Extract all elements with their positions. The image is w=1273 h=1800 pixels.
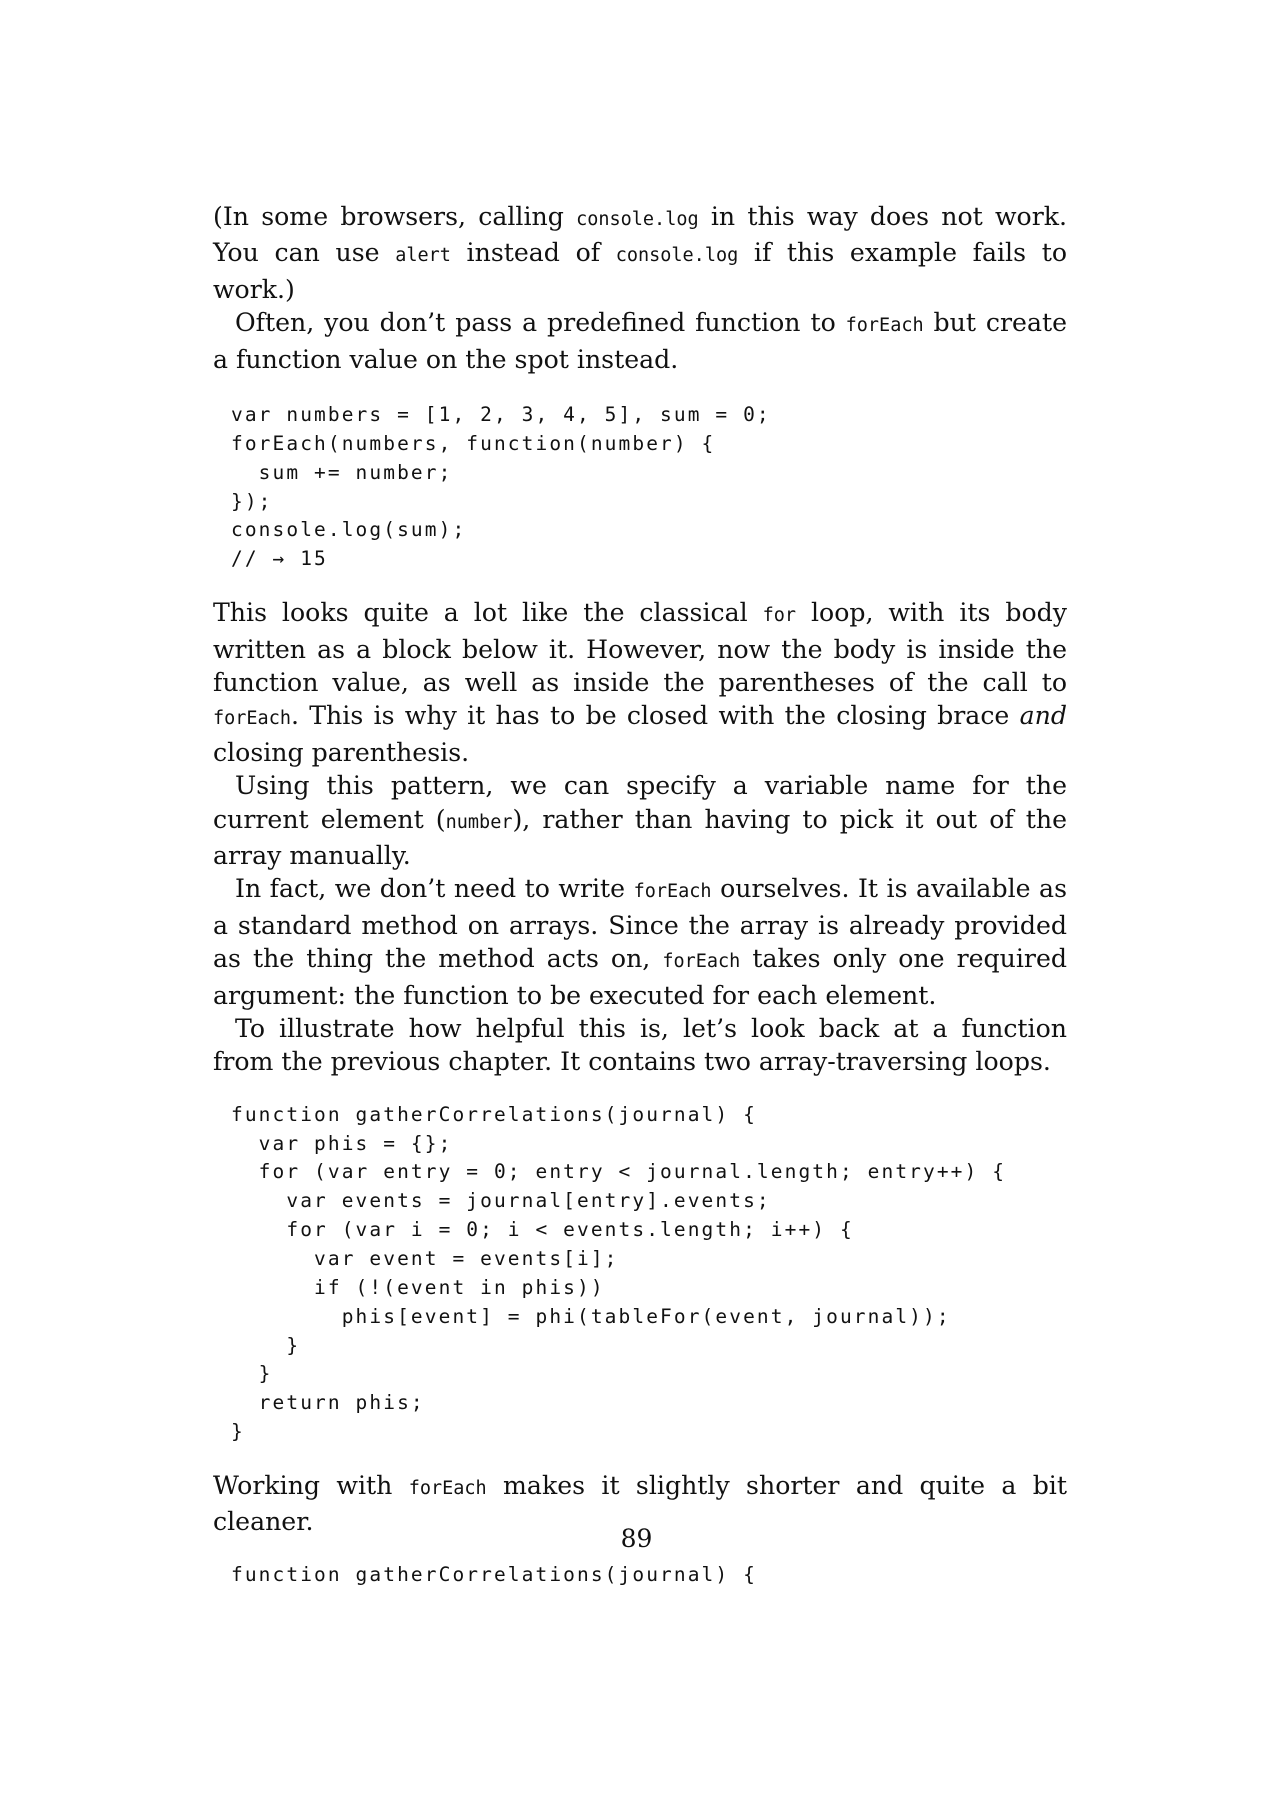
text-span: To illustrate how helpful this is, let’s look back at a function from the previous chapter. It contains two array-traversing loops. [213, 1013, 1067, 1077]
inline-code: console.log [576, 209, 699, 230]
text-span: Using this pattern, we can specify a variable name for the current element ( [213, 771, 1067, 834]
text-span: closing parenthesis. [213, 737, 470, 767]
text-span: makes it slightly shorter and quite a bit cleaner. [213, 1470, 1067, 1537]
emphasis: and [1019, 701, 1067, 731]
text-span: This looks quite a lot like the classical [213, 598, 763, 628]
code-block-gather-foreach: function gatherCorrelations(journal) { [231, 1562, 757, 1586]
inline-code: forEach [408, 1477, 487, 1499]
page-body [213, 200, 1067, 1590]
paragraph-illustrate [213, 1012, 1067, 1079]
paragraph-standard-method [213, 872, 1067, 1012]
inline-code: forEach [213, 708, 291, 730]
paragraph-for-loop-comparison [213, 596, 1067, 769]
inline-code: forEach [633, 881, 712, 903]
text-span: but create a function value on the spot instead. [213, 308, 1067, 374]
inline-code: console.log [615, 245, 739, 267]
page-number: 89 [620, 1524, 653, 1553]
inline-code: forEach [662, 951, 741, 973]
inline-code: forEach [845, 315, 924, 337]
text-span: Working with [213, 1470, 409, 1500]
inline-code: for [762, 605, 797, 627]
text-span: . This is why it has to be closed with the closing brace [290, 701, 1020, 731]
paragraph-function-value [213, 306, 1067, 376]
text-span: In fact, we don’t need to write [235, 874, 634, 904]
inline-code: alert [395, 245, 451, 267]
code-block-gather-loops: function gatherCorrelations(journal) { var phis = {}; for (var entry = 0; entry < journal.length; entry++) { var events = journal[entry].events; for (var i = 0; i < events.length; i++) { var event = events[i]; if (!(event in phis)) phis[event] = phi(tableFor(event, journal)); } } return phis; } [231, 1102, 1007, 1444]
text-span: Often, you don’t pass a predefined function to [235, 308, 846, 338]
text-span: ourselves. It is available as a standard method on arrays. Since the array is already provided as the thing the method acts on, [213, 874, 1067, 974]
text-span: instead of [450, 238, 616, 268]
text-span: (In some browsers, calling [213, 202, 577, 231]
code-block-sum-example: var numbers = [1, 2, 3, 4, 5], sum = 0; forEach(numbers, function(number) { sum += number; }); console.log(sum); // → 15 [231, 403, 771, 571]
paragraph-variable-name [213, 769, 1067, 872]
paragraph-console-log-note [213, 200, 1067, 306]
inline-code: number [445, 811, 513, 833]
text-span: in this way does not work. You can use [213, 202, 1068, 268]
text-span: if this example fails to work.) [213, 238, 1067, 304]
text-span: loop, with its body written as a block below it. However, now the body is inside the function value, as well as inside the parentheses of the call to [213, 598, 1067, 697]
text-span: takes only one required argument: the function to be executed for each element. [213, 944, 1067, 1010]
text-span: ), rather than having to pick it out of the array manually. [213, 804, 1067, 870]
